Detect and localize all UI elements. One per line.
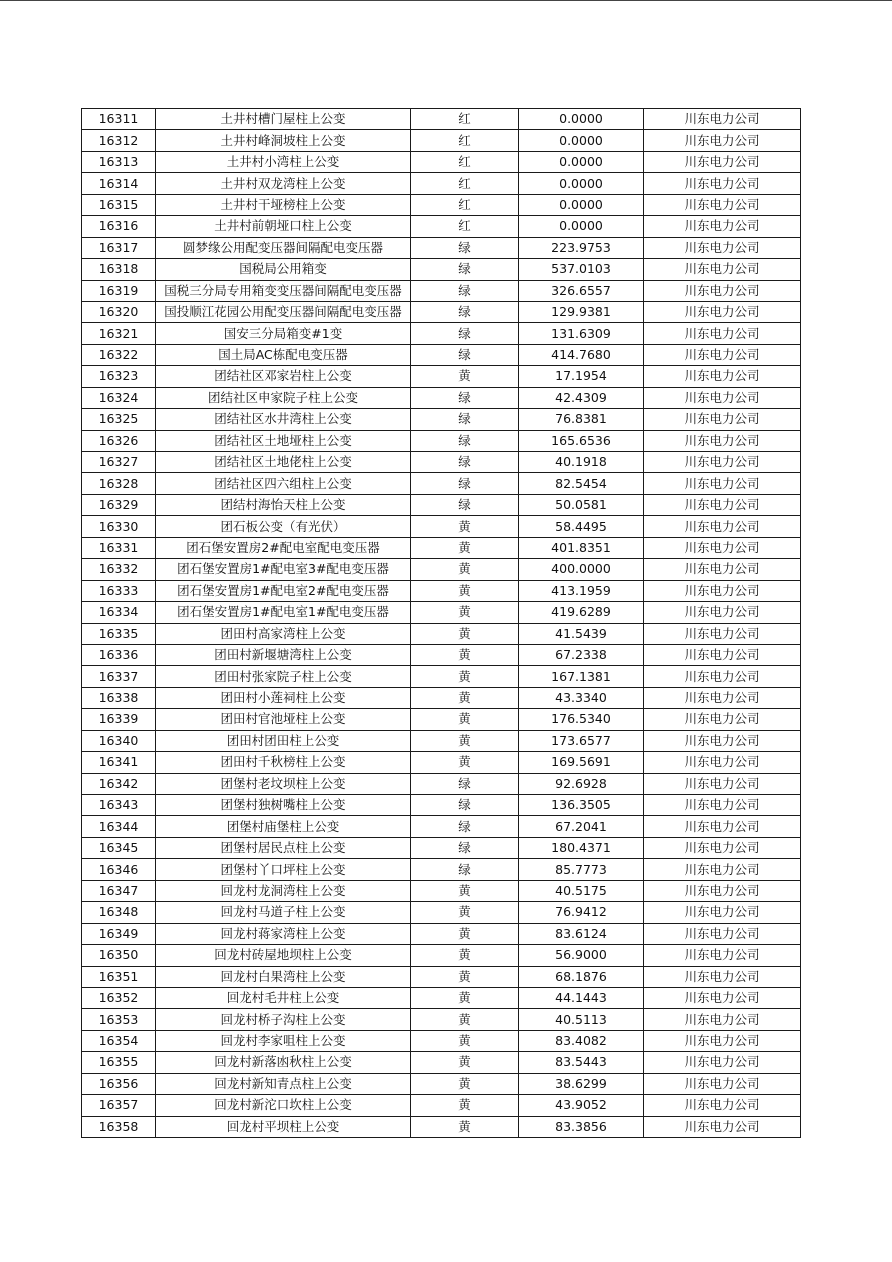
row-company-cell: 川东电力公司 [644, 987, 801, 1008]
row-id-cell: 16339 [82, 709, 156, 730]
row-company-cell: 川东电力公司 [644, 644, 801, 665]
table-row [82, 1009, 801, 1030]
row-status-cell: 黄 [411, 1095, 519, 1116]
row-name-cell: 土井村干垭榜柱上公变 [156, 194, 411, 215]
row-name-cell: 团结社区申家院子柱上公变 [156, 387, 411, 408]
row-name-cell: 团堡村独树嘴柱上公变 [156, 795, 411, 816]
row-id-cell: 16321 [82, 323, 156, 344]
row-id-cell: 16337 [82, 666, 156, 687]
row-name-cell: 团石堡安置房1#配电室2#配电变压器 [156, 580, 411, 601]
table-row [82, 430, 801, 451]
table-row [82, 237, 801, 258]
row-company-cell: 川东电力公司 [644, 623, 801, 644]
row-status-cell: 黄 [411, 537, 519, 558]
row-status-cell: 黄 [411, 1116, 519, 1137]
row-company-cell: 川东电力公司 [644, 773, 801, 794]
row-value-cell: 50.0581 [519, 494, 644, 515]
row-id-cell: 16324 [82, 387, 156, 408]
row-company-cell: 川东电力公司 [644, 366, 801, 387]
table-row [82, 1095, 801, 1116]
table-row [82, 1116, 801, 1137]
row-name-cell: 回龙村新知青点柱上公变 [156, 1073, 411, 1094]
table-row [82, 644, 801, 665]
row-status-cell: 黄 [411, 987, 519, 1008]
row-id-cell: 16325 [82, 409, 156, 430]
row-status-cell: 绿 [411, 795, 519, 816]
row-name-cell: 团石堡安置房1#配电室3#配电变压器 [156, 559, 411, 580]
row-value-cell: 0.0000 [519, 216, 644, 237]
table-row [82, 730, 801, 751]
row-id-cell: 16341 [82, 752, 156, 773]
row-value-cell: 56.9000 [519, 945, 644, 966]
row-name-cell: 团结社区土地垭柱上公变 [156, 430, 411, 451]
row-company-cell: 川东电力公司 [644, 259, 801, 280]
row-id-cell: 16329 [82, 494, 156, 515]
row-company-cell: 川东电力公司 [644, 666, 801, 687]
row-id-cell: 16335 [82, 623, 156, 644]
row-status-cell: 红 [411, 216, 519, 237]
row-status-cell: 绿 [411, 494, 519, 515]
row-name-cell: 回龙村新落凼秋柱上公变 [156, 1052, 411, 1073]
row-company-cell: 川东电力公司 [644, 859, 801, 880]
row-value-cell: 165.6536 [519, 430, 644, 451]
page-top-rule [0, 0, 892, 1]
table-row [82, 194, 801, 215]
row-value-cell: 68.1876 [519, 966, 644, 987]
table-row [82, 1030, 801, 1051]
row-value-cell: 76.8381 [519, 409, 644, 430]
row-name-cell: 团田村小莲祠柱上公变 [156, 687, 411, 708]
row-value-cell: 401.8351 [519, 537, 644, 558]
row-id-cell: 16319 [82, 280, 156, 301]
row-name-cell: 团田村团田柱上公变 [156, 730, 411, 751]
row-status-cell: 绿 [411, 773, 519, 794]
row-status-cell: 黄 [411, 752, 519, 773]
data-table [81, 108, 801, 1138]
row-company-cell: 川东电力公司 [644, 344, 801, 365]
table-row [82, 580, 801, 601]
row-status-cell: 黄 [411, 580, 519, 601]
row-company-cell: 川东电力公司 [644, 516, 801, 537]
row-status-cell: 黄 [411, 1052, 519, 1073]
row-status-cell: 黄 [411, 709, 519, 730]
row-company-cell: 川东电力公司 [644, 409, 801, 430]
row-name-cell: 土井村槽门屋柱上公变 [156, 109, 411, 130]
row-value-cell: 83.5443 [519, 1052, 644, 1073]
table-row [82, 280, 801, 301]
row-id-cell: 16354 [82, 1030, 156, 1051]
row-value-cell: 58.4495 [519, 516, 644, 537]
row-id-cell: 16330 [82, 516, 156, 537]
row-name-cell: 团结社区四六组柱上公变 [156, 473, 411, 494]
row-value-cell: 129.9381 [519, 301, 644, 322]
row-name-cell: 团石堡安置房2#配电室配电变压器 [156, 537, 411, 558]
row-status-cell: 绿 [411, 301, 519, 322]
row-status-cell: 绿 [411, 816, 519, 837]
row-id-cell: 16357 [82, 1095, 156, 1116]
row-name-cell: 回龙村蒋家湾柱上公变 [156, 923, 411, 944]
row-value-cell: 173.6577 [519, 730, 644, 751]
row-company-cell: 川东电力公司 [644, 280, 801, 301]
row-value-cell: 17.1954 [519, 366, 644, 387]
row-status-cell: 绿 [411, 473, 519, 494]
row-id-cell: 16346 [82, 859, 156, 880]
row-id-cell: 16343 [82, 795, 156, 816]
table-row [82, 323, 801, 344]
row-id-cell: 16316 [82, 216, 156, 237]
row-name-cell: 国税局公用箱变 [156, 259, 411, 280]
row-value-cell: 42.4309 [519, 387, 644, 408]
row-value-cell: 0.0000 [519, 151, 644, 172]
row-id-cell: 16318 [82, 259, 156, 280]
row-status-cell: 绿 [411, 452, 519, 473]
row-company-cell: 川东电力公司 [644, 323, 801, 344]
table-row [82, 301, 801, 322]
row-status-cell: 黄 [411, 1073, 519, 1094]
row-company-cell: 川东电力公司 [644, 452, 801, 473]
row-name-cell: 回龙村白果湾柱上公变 [156, 966, 411, 987]
table-row [82, 259, 801, 280]
table-row [82, 816, 801, 837]
table-row [82, 409, 801, 430]
row-company-cell: 川东电力公司 [644, 559, 801, 580]
row-id-cell: 16344 [82, 816, 156, 837]
row-id-cell: 16334 [82, 602, 156, 623]
row-company-cell: 川东电力公司 [644, 902, 801, 923]
row-value-cell: 180.4371 [519, 837, 644, 858]
row-value-cell: 76.9412 [519, 902, 644, 923]
row-value-cell: 169.5691 [519, 752, 644, 773]
row-name-cell: 国安三分局箱变#1变 [156, 323, 411, 344]
row-value-cell: 223.9753 [519, 237, 644, 258]
row-value-cell: 413.1959 [519, 580, 644, 601]
row-name-cell: 圆梦缘公用配变压器间隔配电变压器 [156, 237, 411, 258]
table-row [82, 151, 801, 172]
row-name-cell: 团堡村丫口坪柱上公变 [156, 859, 411, 880]
table-row [82, 366, 801, 387]
row-status-cell: 黄 [411, 602, 519, 623]
row-status-cell: 黄 [411, 516, 519, 537]
row-value-cell: 67.2041 [519, 816, 644, 837]
row-company-cell: 川东电力公司 [644, 301, 801, 322]
row-id-cell: 16315 [82, 194, 156, 215]
row-name-cell: 团田村千秋榜柱上公变 [156, 752, 411, 773]
table-row [82, 709, 801, 730]
row-value-cell: 414.7680 [519, 344, 644, 365]
row-name-cell: 团田村高家湾柱上公变 [156, 623, 411, 644]
row-status-cell: 黄 [411, 559, 519, 580]
row-status-cell: 绿 [411, 409, 519, 430]
row-id-cell: 16356 [82, 1073, 156, 1094]
row-value-cell: 38.6299 [519, 1073, 644, 1094]
row-name-cell: 团结社区土地佬柱上公变 [156, 452, 411, 473]
row-name-cell: 回龙村毛井柱上公变 [156, 987, 411, 1008]
row-company-cell: 川东电力公司 [644, 430, 801, 451]
row-company-cell: 川东电力公司 [644, 580, 801, 601]
row-name-cell: 团堡村庙堡柱上公变 [156, 816, 411, 837]
row-company-cell: 川东电力公司 [644, 1009, 801, 1030]
table-row [82, 473, 801, 494]
table-row [82, 687, 801, 708]
row-value-cell: 43.3340 [519, 687, 644, 708]
row-value-cell: 537.0103 [519, 259, 644, 280]
row-id-cell: 16314 [82, 173, 156, 194]
row-value-cell: 0.0000 [519, 194, 644, 215]
row-name-cell: 团石堡安置房1#配电室1#配电变压器 [156, 602, 411, 623]
row-id-cell: 16323 [82, 366, 156, 387]
row-status-cell: 黄 [411, 366, 519, 387]
row-status-cell: 黄 [411, 644, 519, 665]
table-row [82, 966, 801, 987]
row-value-cell: 82.5454 [519, 473, 644, 494]
row-name-cell: 回龙村马道子柱上公变 [156, 902, 411, 923]
row-value-cell: 326.6557 [519, 280, 644, 301]
row-status-cell: 黄 [411, 923, 519, 944]
row-value-cell: 83.4082 [519, 1030, 644, 1051]
row-name-cell: 国投顺江花园公用配变压器间隔配电变压器 [156, 301, 411, 322]
row-company-cell: 川东电力公司 [644, 602, 801, 623]
row-id-cell: 16311 [82, 109, 156, 130]
row-value-cell: 419.6289 [519, 602, 644, 623]
row-status-cell: 绿 [411, 323, 519, 344]
row-name-cell: 团田村张家院子柱上公变 [156, 666, 411, 687]
table-row [82, 602, 801, 623]
row-company-cell: 川东电力公司 [644, 151, 801, 172]
row-id-cell: 16327 [82, 452, 156, 473]
table-row [82, 216, 801, 237]
row-status-cell: 绿 [411, 859, 519, 880]
table-row [82, 859, 801, 880]
row-status-cell: 黄 [411, 902, 519, 923]
row-status-cell: 黄 [411, 687, 519, 708]
row-value-cell: 44.1443 [519, 987, 644, 1008]
row-company-cell: 川东电力公司 [644, 216, 801, 237]
table-row [82, 494, 801, 515]
table-row [82, 795, 801, 816]
row-status-cell: 黄 [411, 880, 519, 901]
row-company-cell: 川东电力公司 [644, 923, 801, 944]
table-row [82, 173, 801, 194]
row-status-cell: 绿 [411, 237, 519, 258]
row-id-cell: 16340 [82, 730, 156, 751]
row-id-cell: 16351 [82, 966, 156, 987]
table-row [82, 987, 801, 1008]
row-id-cell: 16332 [82, 559, 156, 580]
row-status-cell: 黄 [411, 666, 519, 687]
row-name-cell: 土井村双龙湾柱上公变 [156, 173, 411, 194]
row-id-cell: 16358 [82, 1116, 156, 1137]
row-id-cell: 16349 [82, 923, 156, 944]
table-row [82, 130, 801, 151]
table-row [82, 923, 801, 944]
row-status-cell: 黄 [411, 966, 519, 987]
row-company-cell: 川东电力公司 [644, 387, 801, 408]
table-row [82, 1052, 801, 1073]
table-row [82, 623, 801, 644]
row-company-cell: 川东电力公司 [644, 752, 801, 773]
table-row [82, 666, 801, 687]
row-name-cell: 土井村前朝垭口柱上公变 [156, 216, 411, 237]
row-status-cell: 黄 [411, 1030, 519, 1051]
row-company-cell: 川东电力公司 [644, 1095, 801, 1116]
row-name-cell: 团堡村居民点柱上公变 [156, 837, 411, 858]
table-row [82, 945, 801, 966]
row-status-cell: 黄 [411, 623, 519, 644]
row-company-cell: 川东电力公司 [644, 1030, 801, 1051]
row-status-cell: 红 [411, 130, 519, 151]
row-company-cell: 川东电力公司 [644, 1052, 801, 1073]
row-id-cell: 16353 [82, 1009, 156, 1030]
row-value-cell: 85.7773 [519, 859, 644, 880]
row-value-cell: 0.0000 [519, 130, 644, 151]
row-status-cell: 绿 [411, 430, 519, 451]
row-value-cell: 67.2338 [519, 644, 644, 665]
row-value-cell: 0.0000 [519, 109, 644, 130]
row-value-cell: 41.5439 [519, 623, 644, 644]
row-value-cell: 167.1381 [519, 666, 644, 687]
row-company-cell: 川东电力公司 [644, 687, 801, 708]
row-company-cell: 川东电力公司 [644, 194, 801, 215]
table-row [82, 880, 801, 901]
row-id-cell: 16345 [82, 837, 156, 858]
row-id-cell: 16322 [82, 344, 156, 365]
row-id-cell: 16350 [82, 945, 156, 966]
table-row [82, 902, 801, 923]
table-body [82, 109, 801, 1138]
row-id-cell: 16326 [82, 430, 156, 451]
row-id-cell: 16355 [82, 1052, 156, 1073]
row-company-cell: 川东电力公司 [644, 837, 801, 858]
row-company-cell: 川东电力公司 [644, 816, 801, 837]
row-status-cell: 黄 [411, 945, 519, 966]
row-value-cell: 40.5113 [519, 1009, 644, 1030]
row-value-cell: 40.1918 [519, 452, 644, 473]
row-id-cell: 16336 [82, 644, 156, 665]
row-name-cell: 土井村峰洞坡柱上公变 [156, 130, 411, 151]
row-status-cell: 红 [411, 194, 519, 215]
row-name-cell: 回龙村平坝柱上公变 [156, 1116, 411, 1137]
row-name-cell: 国土局AC栋配电变压器 [156, 344, 411, 365]
row-name-cell: 团结村海怡天柱上公变 [156, 494, 411, 515]
row-name-cell: 回龙村砖屋地坝柱上公变 [156, 945, 411, 966]
row-id-cell: 16347 [82, 880, 156, 901]
row-company-cell: 川东电力公司 [644, 130, 801, 151]
row-status-cell: 红 [411, 151, 519, 172]
table-row [82, 387, 801, 408]
row-id-cell: 16348 [82, 902, 156, 923]
table-row [82, 1073, 801, 1094]
row-name-cell: 团堡村老坟坝柱上公变 [156, 773, 411, 794]
table-row [82, 344, 801, 365]
table-row [82, 837, 801, 858]
row-value-cell: 83.6124 [519, 923, 644, 944]
row-status-cell: 绿 [411, 280, 519, 301]
row-company-cell: 川东电力公司 [644, 494, 801, 515]
row-company-cell: 川东电力公司 [644, 237, 801, 258]
row-id-cell: 16342 [82, 773, 156, 794]
row-status-cell: 绿 [411, 387, 519, 408]
row-value-cell: 43.9052 [519, 1095, 644, 1116]
row-value-cell: 0.0000 [519, 173, 644, 194]
table-row [82, 516, 801, 537]
row-id-cell: 16313 [82, 151, 156, 172]
row-company-cell: 川东电力公司 [644, 730, 801, 751]
row-name-cell: 回龙村新沱口坎柱上公变 [156, 1095, 411, 1116]
row-status-cell: 红 [411, 173, 519, 194]
row-value-cell: 131.6309 [519, 323, 644, 344]
row-company-cell: 川东电力公司 [644, 945, 801, 966]
row-name-cell: 团田村官池垭柱上公变 [156, 709, 411, 730]
row-status-cell: 绿 [411, 344, 519, 365]
table-row [82, 109, 801, 130]
table-row [82, 452, 801, 473]
row-name-cell: 团结社区邓家岩柱上公变 [156, 366, 411, 387]
row-id-cell: 16312 [82, 130, 156, 151]
row-name-cell: 回龙村龙洞湾柱上公变 [156, 880, 411, 901]
row-status-cell: 黄 [411, 730, 519, 751]
row-company-cell: 川东电力公司 [644, 173, 801, 194]
row-company-cell: 川东电力公司 [644, 1116, 801, 1137]
row-name-cell: 国税三分局专用箱变变压器间隔配电变压器 [156, 280, 411, 301]
row-company-cell: 川东电力公司 [644, 880, 801, 901]
row-status-cell: 红 [411, 109, 519, 130]
row-company-cell: 川东电力公司 [644, 966, 801, 987]
row-id-cell: 16328 [82, 473, 156, 494]
row-company-cell: 川东电力公司 [644, 537, 801, 558]
row-name-cell: 团石板公变（有光伏） [156, 516, 411, 537]
row-company-cell: 川东电力公司 [644, 473, 801, 494]
row-name-cell: 回龙村桥子沟柱上公变 [156, 1009, 411, 1030]
row-id-cell: 16352 [82, 987, 156, 1008]
row-id-cell: 16333 [82, 580, 156, 601]
row-value-cell: 92.6928 [519, 773, 644, 794]
row-id-cell: 16338 [82, 687, 156, 708]
table-row [82, 537, 801, 558]
row-id-cell: 16320 [82, 301, 156, 322]
row-name-cell: 团结社区水井湾柱上公变 [156, 409, 411, 430]
row-name-cell: 团田村新堰塘湾柱上公变 [156, 644, 411, 665]
table-row [82, 773, 801, 794]
row-value-cell: 83.3856 [519, 1116, 644, 1137]
row-company-cell: 川东电力公司 [644, 1073, 801, 1094]
row-value-cell: 176.5340 [519, 709, 644, 730]
row-name-cell: 回龙村李家咀柱上公变 [156, 1030, 411, 1051]
row-value-cell: 400.0000 [519, 559, 644, 580]
row-company-cell: 川东电力公司 [644, 109, 801, 130]
row-status-cell: 黄 [411, 1009, 519, 1030]
row-company-cell: 川东电力公司 [644, 795, 801, 816]
table-row [82, 559, 801, 580]
row-id-cell: 16317 [82, 237, 156, 258]
row-value-cell: 136.3505 [519, 795, 644, 816]
row-id-cell: 16331 [82, 537, 156, 558]
row-name-cell: 土井村小湾柱上公变 [156, 151, 411, 172]
table-row [82, 752, 801, 773]
row-company-cell: 川东电力公司 [644, 709, 801, 730]
row-status-cell: 绿 [411, 259, 519, 280]
row-value-cell: 40.5175 [519, 880, 644, 901]
row-status-cell: 绿 [411, 837, 519, 858]
